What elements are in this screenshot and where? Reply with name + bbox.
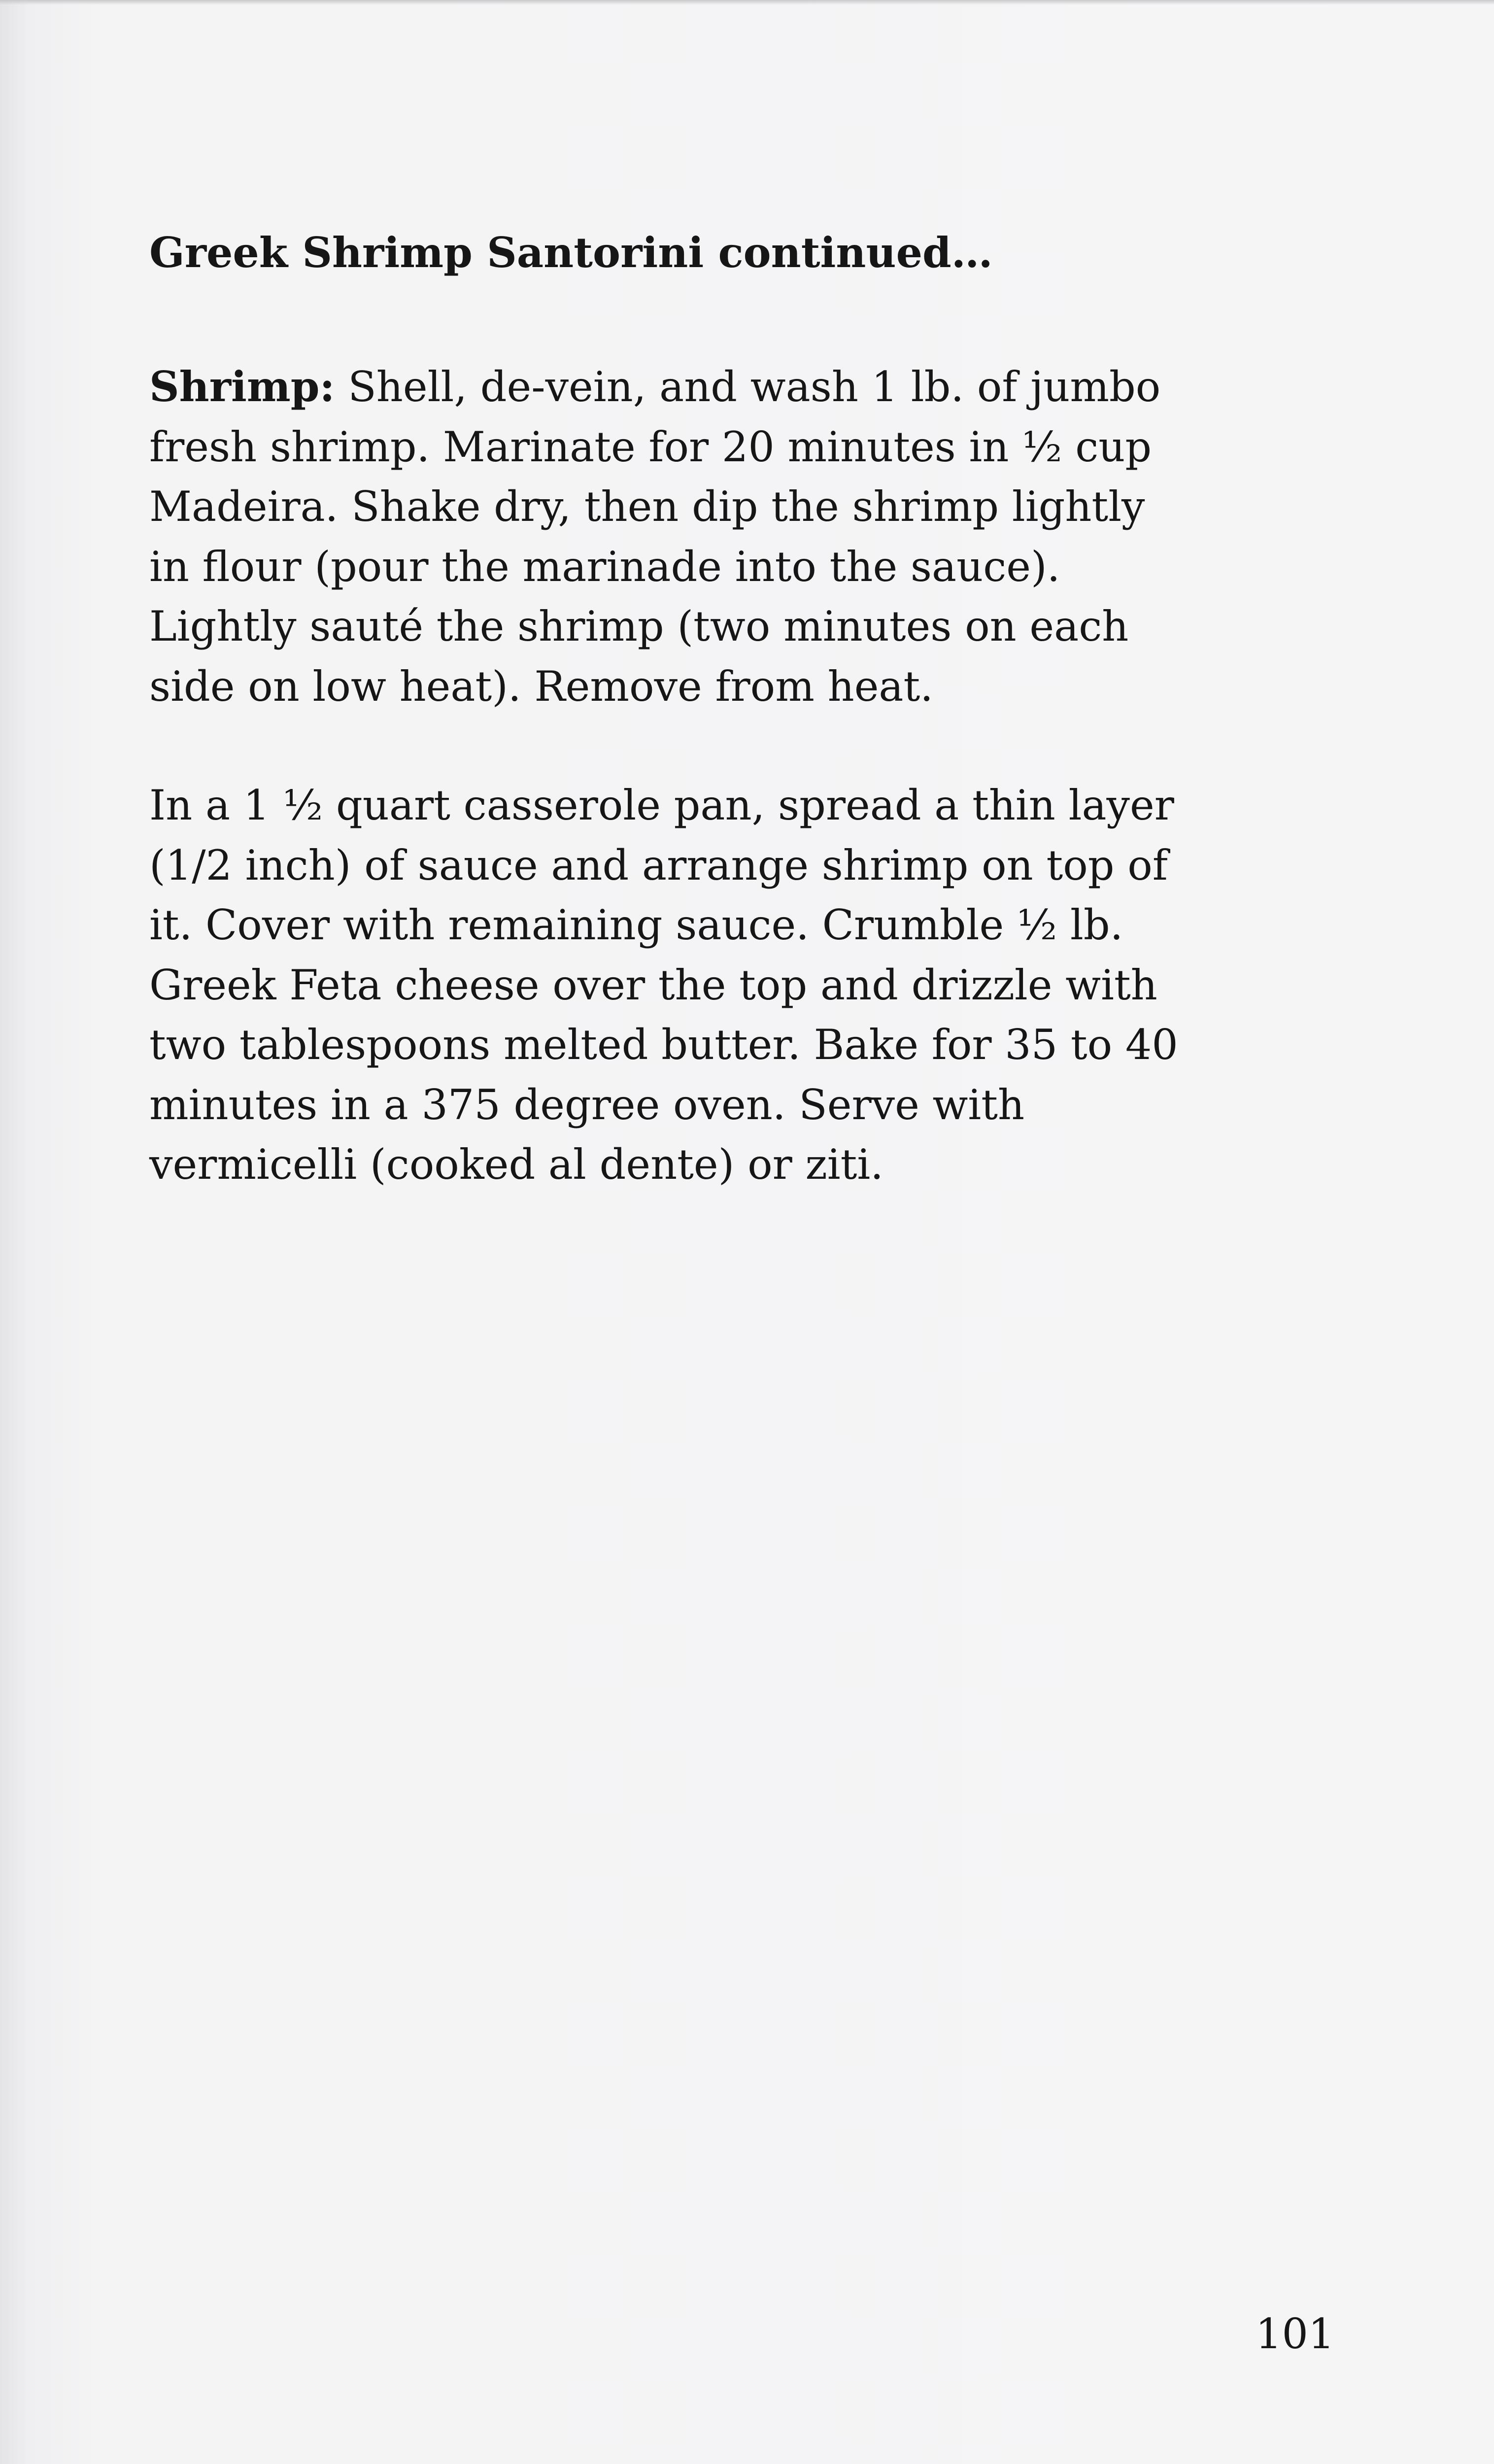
page-number: 101 [1256,2310,1335,2358]
page-top-edge [0,0,1494,5]
shrimp-paragraph [149,357,1292,717]
shrimp-instructions: Shell, de-vein, and wash 1 lb. of jumbo fresh shrimp. Marinate for 20 minutes in ½ cup Madeira. Shake dry, then dip the shrimp lightly in flour (pour the marinade into the sauce). Lightly sauté the shrimp (two minutes on each side on low heat). Remove from heat. [149,363,1161,711]
recipe-title: Greek Shrimp Santorini continued… [149,228,993,277]
recipe-content [149,223,1292,1254]
shrimp-label: Shrimp: [149,362,335,411]
casserole-paragraph: In a 1 ½ quart casserole pan, spread a thin layer (1/2 inch) of sauce and arrange shrimp on top of it. Cover with remaining sauce. Crumble ½ lb. Greek Feta cheese over the top and drizzle with two tablespoons melted butter. Bake for 35 to 40 minutes in a 375 degree oven. Serve with vermicelli (cooked al dente) or ziti. [149,781,1178,1189]
